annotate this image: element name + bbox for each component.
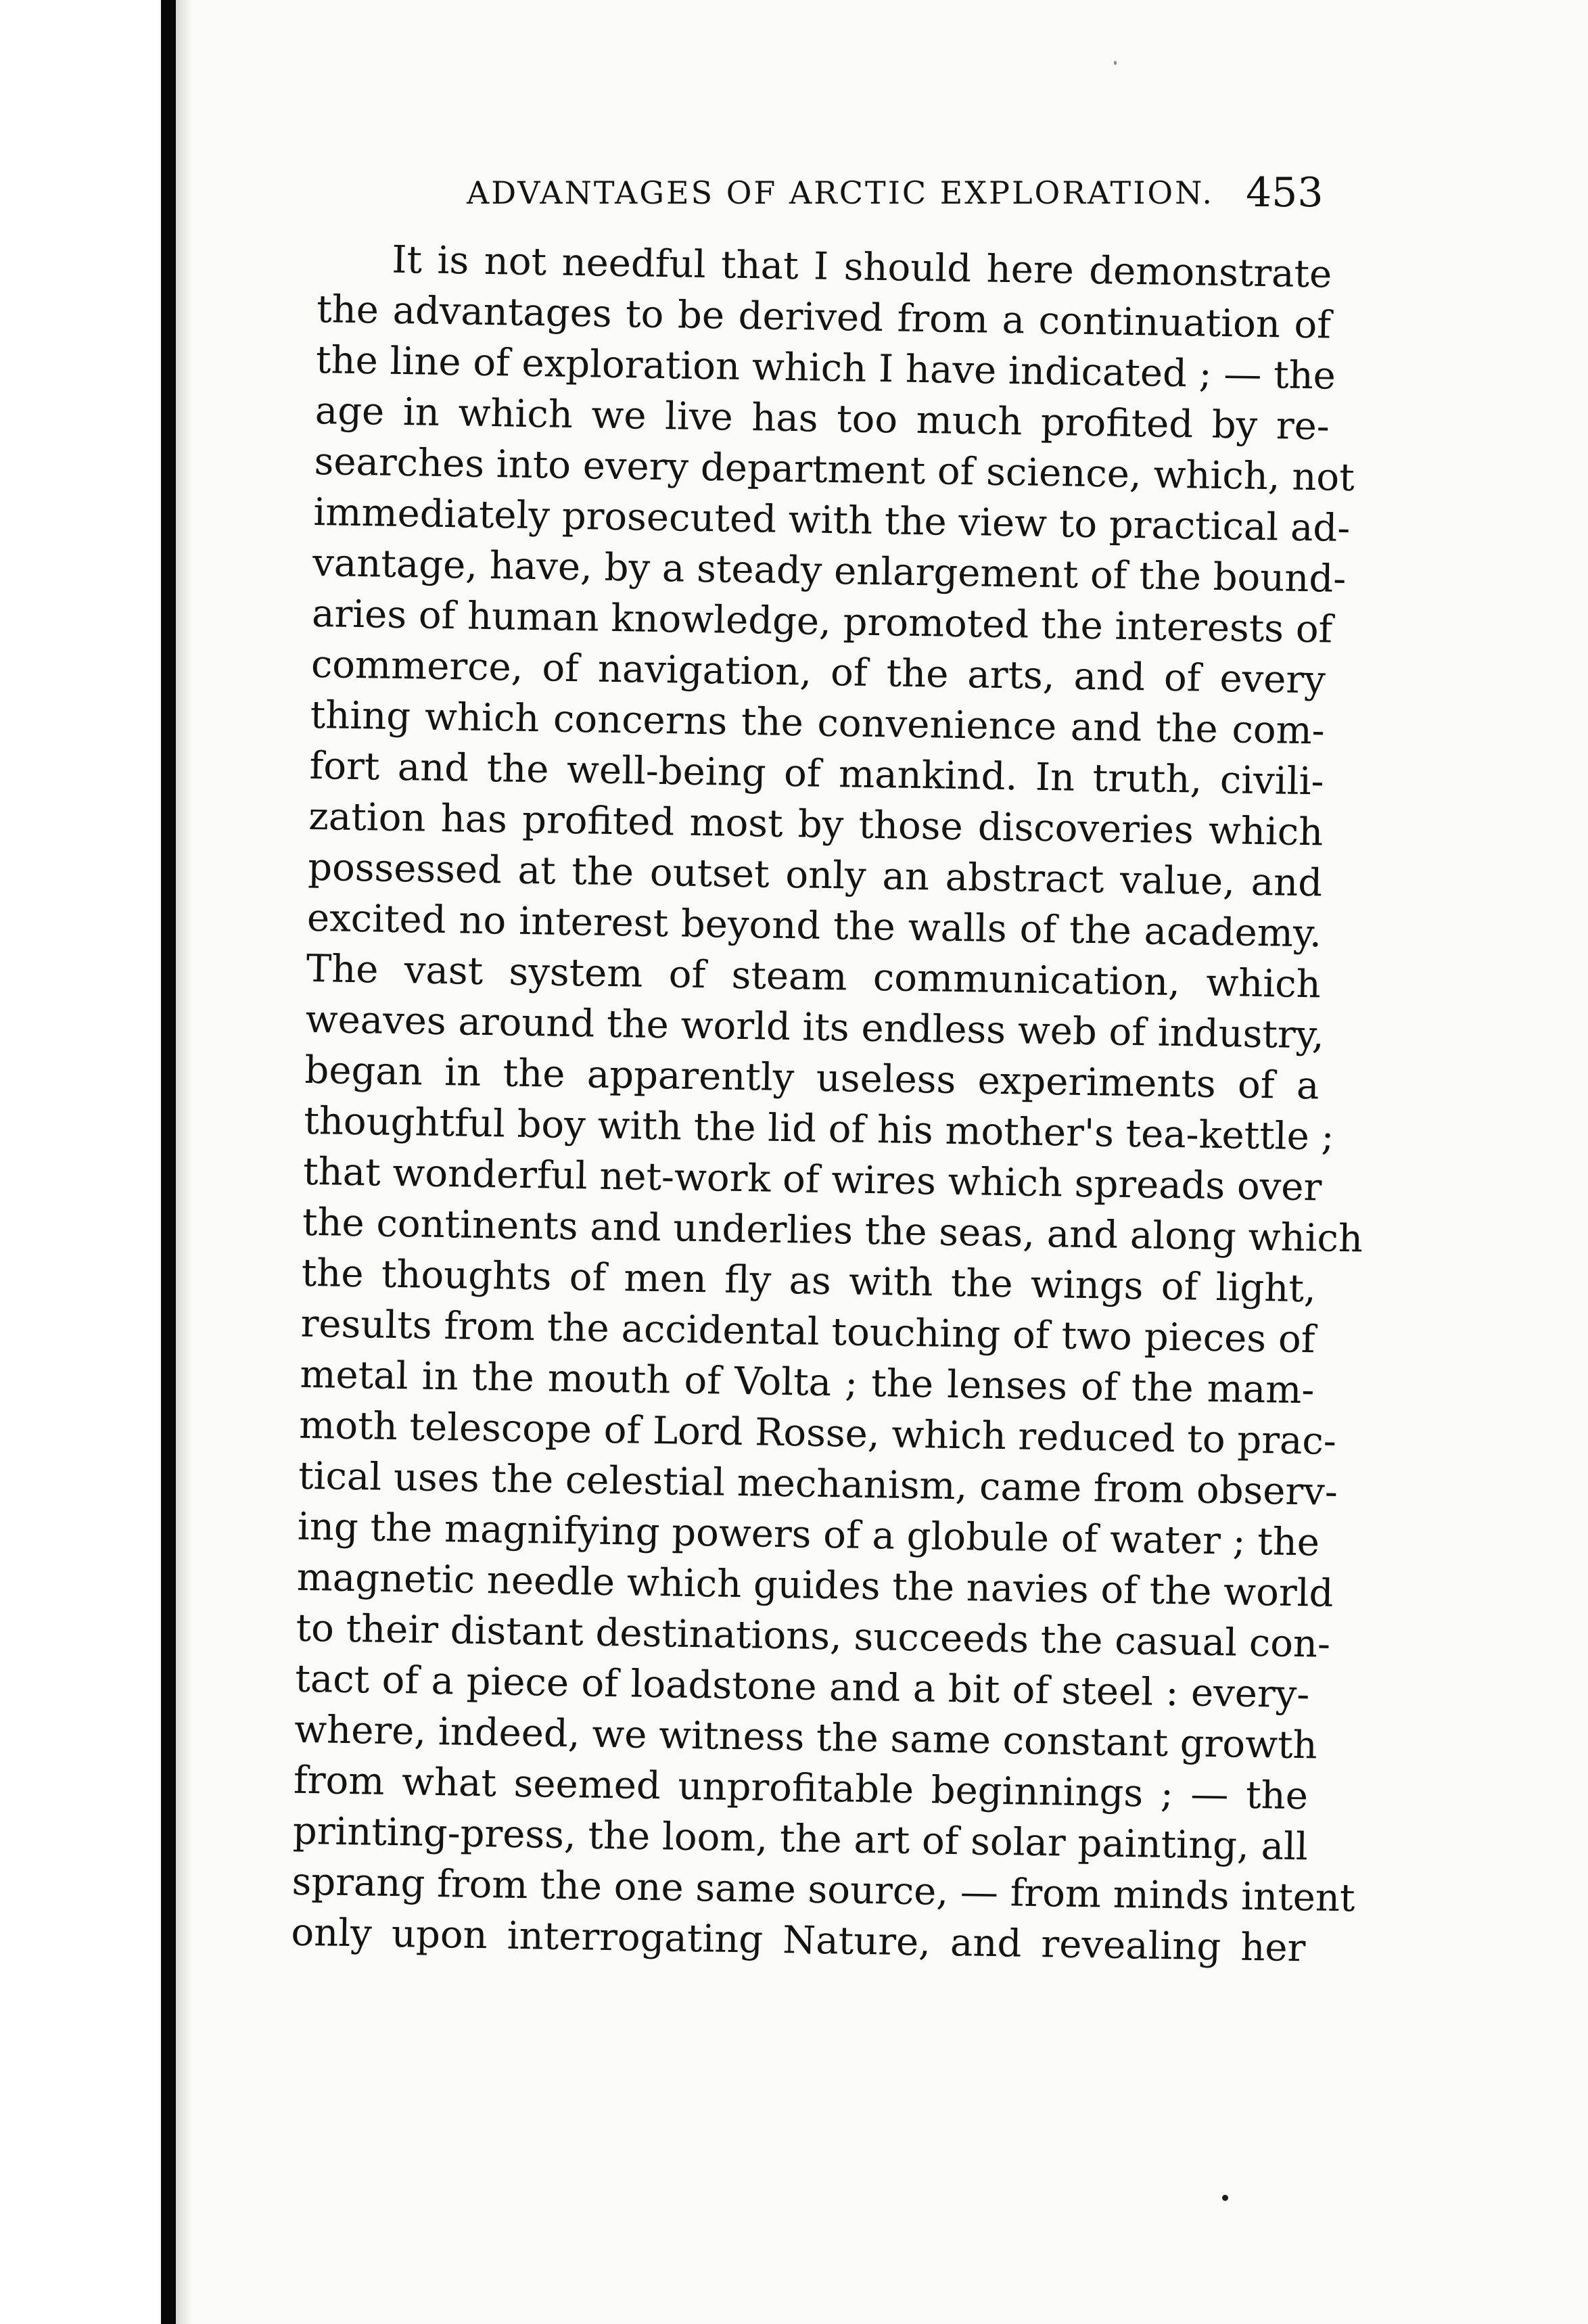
text-line: immediately prosecuted with the view to practical ad- xyxy=(313,490,1351,551)
scan-margin xyxy=(0,0,159,2324)
text-line: sprang from the one same source, — from minds intent xyxy=(291,1859,1355,1921)
text-line: ing the magnifying powers of a globule of water ; the xyxy=(297,1504,1320,1565)
text-line: the thoughts of men fly as with the wings of light, xyxy=(301,1251,1317,1311)
text-line: fort and the well-being of mankind. In truth, civili- xyxy=(309,743,1324,804)
text-line: moth telescope of Lord Rosse, which reduced to prac- xyxy=(298,1403,1337,1464)
text-line: commerce, of navigation, of the arts, and of every xyxy=(310,642,1326,703)
text-line: tact of a piece of loadstone and a bit of steel : every- xyxy=(294,1656,1310,1717)
gutter-shadow xyxy=(176,0,192,2324)
text-line: It is not needful that I should here demonstrate xyxy=(391,237,1332,297)
text-line: where, indeed, we witness the same constant growth xyxy=(294,1707,1318,1768)
text-line: the continents and underlies the seas, and along which xyxy=(302,1200,1363,1261)
text-line: the advantages to be derived from a continuation of xyxy=(316,287,1332,348)
page-number: 453 xyxy=(1246,169,1324,216)
text-line: metal in the mouth of Volta ; the lenses of the mam- xyxy=(299,1352,1315,1413)
text-line: thing which concerns the convenience and the com- xyxy=(310,693,1326,753)
ink-speck xyxy=(1114,61,1117,65)
text-line: The vast system of steam communication, which xyxy=(306,946,1322,1007)
text-line: the line of exploration which I have indicated ; — the xyxy=(315,338,1336,398)
text-line: began in the apparently useless experiments of a xyxy=(304,1048,1320,1109)
text-line: aries of human knowledge, promoted the interests of xyxy=(311,591,1333,652)
text-line: that wonderful net-work of wires which spreads over xyxy=(302,1149,1322,1210)
text-line: thoughtful boy with the lid of his mother's tea-kettle ; xyxy=(303,1098,1334,1159)
body-text xyxy=(291,233,1363,1974)
text-line: to their distant destinations, succeeds the casual con- xyxy=(296,1606,1331,1667)
text-line: from what seemed unprofitable beginnings ; — the xyxy=(293,1758,1309,1819)
text-line: searches into every department of science, which, not xyxy=(314,439,1355,501)
text-line: magnetic needle which guides the navies of the world xyxy=(296,1555,1334,1616)
text-line: weaves around the world its endless web of industry, xyxy=(305,997,1325,1058)
text-line: tical uses the celestial mechanism, came from observ- xyxy=(298,1454,1338,1514)
text-line: possessed at the outset only an abstract value, and xyxy=(307,845,1323,906)
text-line: excited no interest beyond the walls of the academy. xyxy=(306,896,1322,956)
running-head: ADVANTAGES OF ARCTIC EXPLORATION. xyxy=(467,175,1215,211)
text-line: only upon interrogating Nature, and revealing her xyxy=(291,1910,1306,1971)
text-line: zation has profited most by those discoveries which xyxy=(308,794,1324,855)
text-line: results from the accidental touching of two pieces of xyxy=(300,1301,1315,1362)
book-gutter xyxy=(161,0,176,2324)
text-line: printing-press, the loom, the art of solar painting, all xyxy=(292,1809,1309,1869)
text-line: vantage, have, by a steady enlargement of the bound- xyxy=(312,540,1347,601)
ink-speck xyxy=(1222,2195,1228,2201)
text-line: age in which we live has too much profited by re- xyxy=(314,388,1330,449)
